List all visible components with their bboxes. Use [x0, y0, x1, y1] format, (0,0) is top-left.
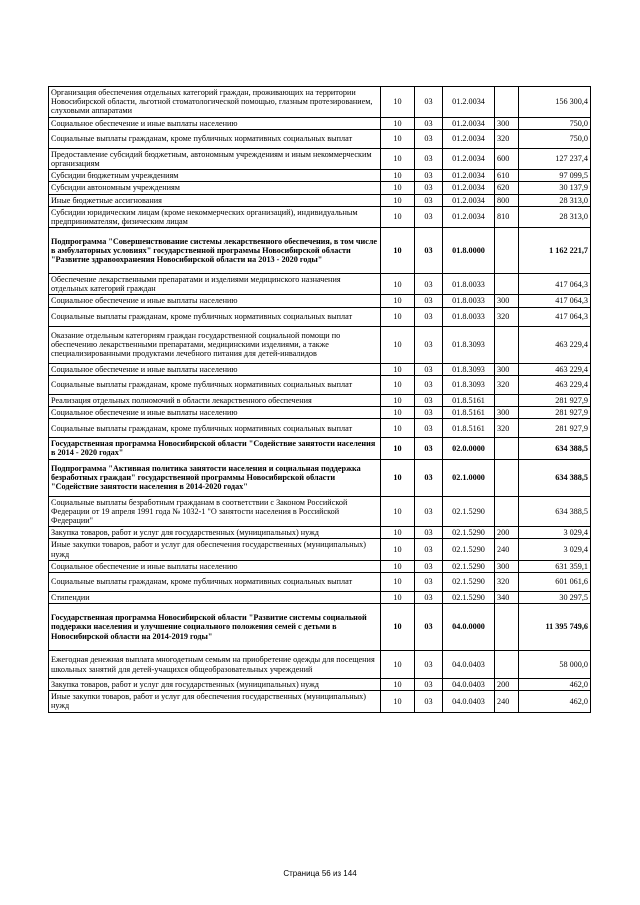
row-subsection: 03 [415, 394, 443, 406]
table-row [49, 438, 591, 459]
row-expense-type: 320 [495, 572, 519, 591]
row-amount: 58 000,0 [519, 651, 591, 679]
budget-table [48, 86, 591, 713]
row-name: Субсидии автономным учреждениям [49, 182, 381, 194]
row-name: Организация обеспечения отдельных категорий граждан, проживающих на территории Новосибирской области, льготной стоматологической помощью, глазным протезированием, слуховыми аппаратами [49, 87, 381, 118]
row-section: 10 [381, 129, 415, 148]
row-target-code: 01.8.5161 [443, 419, 495, 438]
row-name: Закупка товаров, работ и услуг для государственных (муниципальных) нужд [49, 527, 381, 539]
row-expense-type: 620 [495, 182, 519, 194]
row-subsection: 03 [415, 295, 443, 307]
row-name: Оказание отдельным категориям граждан государственной социальной помощи по обеспечению лекарственными препаратами, медицинскими изделиями, а также специализированными продуктами лечебного питания для детей-инвалидов [49, 326, 381, 363]
row-name: Предоставление субсидий бюджетным, автономным учреждениям и иным некоммерческим организациям [49, 148, 381, 169]
budget-table-body [49, 87, 591, 713]
row-section: 10 [381, 363, 415, 375]
row-subsection: 03 [415, 117, 443, 129]
row-name: Обеспечение лекарственными препаратами и изделиями медицинского назначения отдельных категорий граждан [49, 274, 381, 295]
row-subsection: 03 [415, 651, 443, 679]
row-amount: 417 064,3 [519, 307, 591, 326]
budget-table-container [48, 86, 590, 713]
row-expense-type [495, 438, 519, 459]
row-section: 10 [381, 560, 415, 572]
table-row [49, 651, 591, 679]
row-amount: 463 229,4 [519, 375, 591, 394]
row-section: 10 [381, 572, 415, 591]
table-row [49, 274, 591, 295]
row-target-code: 02.1.5290 [443, 591, 495, 603]
table-row [49, 182, 591, 194]
row-name: Социальные выплаты гражданам, кроме публичных нормативных социальных выплат [49, 307, 381, 326]
row-amount: 30 137,9 [519, 182, 591, 194]
row-target-code: 01.8.0033 [443, 295, 495, 307]
table-row [49, 419, 591, 438]
row-section: 10 [381, 539, 415, 560]
table-row [49, 527, 591, 539]
table-row [49, 591, 591, 603]
row-amount: 634 388,5 [519, 438, 591, 459]
row-expense-type: 300 [495, 117, 519, 129]
page-number: Страница 56 из 144 [283, 869, 357, 878]
row-name: Социальное обеспечение и иные выплаты населению [49, 363, 381, 375]
row-expense-type: 200 [495, 679, 519, 691]
row-section: 10 [381, 438, 415, 459]
row-amount: 11 395 749,6 [519, 604, 591, 651]
row-subsection: 03 [415, 129, 443, 148]
row-amount: 462,0 [519, 679, 591, 691]
row-subsection: 03 [415, 419, 443, 438]
row-amount: 97 099,5 [519, 170, 591, 182]
row-expense-type: 240 [495, 691, 519, 712]
table-row [49, 228, 591, 274]
row-subsection: 03 [415, 691, 443, 712]
row-expense-type: 300 [495, 295, 519, 307]
row-target-code: 04.0.0403 [443, 651, 495, 679]
row-target-code: 01.8.3093 [443, 363, 495, 375]
row-subsection: 03 [415, 228, 443, 274]
row-amount: 281 927,9 [519, 419, 591, 438]
row-subsection: 03 [415, 459, 443, 496]
row-amount: 156 300,4 [519, 87, 591, 118]
row-expense-type: 300 [495, 407, 519, 419]
row-name: Иные бюджетные ассигнования [49, 194, 381, 206]
row-target-code: 02.1.5290 [443, 572, 495, 591]
row-target-code: 04.0.0403 [443, 679, 495, 691]
row-subsection: 03 [415, 307, 443, 326]
row-target-code: 04.0.0000 [443, 604, 495, 651]
row-target-code: 02.0.0000 [443, 438, 495, 459]
row-section: 10 [381, 228, 415, 274]
row-target-code: 01.2.0034 [443, 117, 495, 129]
row-expense-type [495, 651, 519, 679]
row-amount: 30 297,5 [519, 591, 591, 603]
row-name: Социальное обеспечение и иные выплаты населению [49, 407, 381, 419]
row-amount: 750,0 [519, 129, 591, 148]
row-subsection: 03 [415, 148, 443, 169]
table-row [49, 307, 591, 326]
table-row [49, 117, 591, 129]
row-target-code: 01.2.0034 [443, 87, 495, 118]
table-row [49, 679, 591, 691]
row-section: 10 [381, 117, 415, 129]
row-amount: 634 388,5 [519, 496, 591, 527]
row-name: Иные закупки товаров, работ и услуг для обеспечения государственных (муниципальных) нужд [49, 539, 381, 560]
row-amount: 601 061,6 [519, 572, 591, 591]
row-expense-type: 240 [495, 539, 519, 560]
row-target-code: 01.8.3093 [443, 326, 495, 363]
row-expense-type: 320 [495, 129, 519, 148]
row-target-code: 02.1.5290 [443, 496, 495, 527]
row-expense-type [495, 496, 519, 527]
row-subsection: 03 [415, 604, 443, 651]
row-amount: 281 927,9 [519, 394, 591, 406]
row-section: 10 [381, 651, 415, 679]
row-name: Стипендии [49, 591, 381, 603]
row-amount: 281 927,9 [519, 407, 591, 419]
row-name: Социальные выплаты гражданам, кроме публичных нормативных социальных выплат [49, 419, 381, 438]
row-expense-type [495, 459, 519, 496]
row-target-code: 01.2.0034 [443, 129, 495, 148]
row-amount: 3 029,4 [519, 527, 591, 539]
row-subsection: 03 [415, 274, 443, 295]
row-subsection: 03 [415, 496, 443, 527]
table-row [49, 326, 591, 363]
row-expense-type: 320 [495, 375, 519, 394]
row-target-code: 01.2.0034 [443, 194, 495, 206]
row-expense-type [495, 326, 519, 363]
row-section: 10 [381, 496, 415, 527]
row-target-code: 02.1.0000 [443, 459, 495, 496]
row-target-code: 01.8.5161 [443, 407, 495, 419]
row-target-code: 01.8.0000 [443, 228, 495, 274]
row-name: Социальные выплаты гражданам, кроме публичных нормативных социальных выплат [49, 375, 381, 394]
row-name: Субсидии бюджетным учреждениям [49, 170, 381, 182]
row-name: Социальные выплаты гражданам, кроме публичных нормативных социальных выплат [49, 572, 381, 591]
row-expense-type [495, 228, 519, 274]
row-target-code: 01.2.0034 [443, 148, 495, 169]
row-subsection: 03 [415, 591, 443, 603]
row-expense-type: 300 [495, 363, 519, 375]
row-amount: 462,0 [519, 691, 591, 712]
row-section: 10 [381, 604, 415, 651]
row-subsection: 03 [415, 182, 443, 194]
row-subsection: 03 [415, 206, 443, 227]
row-section: 10 [381, 87, 415, 118]
row-name: Социальное обеспечение и иные выплаты населению [49, 295, 381, 307]
row-amount: 417 064,3 [519, 274, 591, 295]
table-row [49, 129, 591, 148]
table-row [49, 363, 591, 375]
table-row [49, 604, 591, 651]
row-name: Субсидии юридическим лицам (кроме некоммерческих организаций), индивидуальным предпринимателям, физическим лицам [49, 206, 381, 227]
row-target-code: 01.8.3093 [443, 375, 495, 394]
row-section: 10 [381, 691, 415, 712]
row-target-code: 01.2.0034 [443, 182, 495, 194]
row-subsection: 03 [415, 326, 443, 363]
table-row [49, 560, 591, 572]
row-section: 10 [381, 375, 415, 394]
row-target-code: 02.1.5290 [443, 527, 495, 539]
table-row [49, 295, 591, 307]
row-section: 10 [381, 307, 415, 326]
row-expense-type: 300 [495, 560, 519, 572]
table-row [49, 87, 591, 118]
row-target-code: 01.2.0034 [443, 206, 495, 227]
row-section: 10 [381, 206, 415, 227]
row-target-code: 01.8.0033 [443, 307, 495, 326]
row-expense-type [495, 394, 519, 406]
table-row [49, 206, 591, 227]
row-expense-type [495, 274, 519, 295]
row-target-code: 02.1.5290 [443, 539, 495, 560]
row-section: 10 [381, 459, 415, 496]
row-name: Ежегодная денежная выплата многодетным семьям на приобретение одежды для посещения школьных занятий для детей-учащихся общеобразовательных учреждений [49, 651, 381, 679]
row-section: 10 [381, 194, 415, 206]
row-subsection: 03 [415, 407, 443, 419]
row-name: Социальные выплаты безработным гражданам в соответствии с Законом Российской Федерации от 19 апреля 1991 года № 1032-1 "О занятости населения в Российской Федерации" [49, 496, 381, 527]
row-expense-type: 600 [495, 148, 519, 169]
row-subsection: 03 [415, 170, 443, 182]
row-target-code: 01.2.0034 [443, 170, 495, 182]
row-expense-type: 200 [495, 527, 519, 539]
row-expense-type: 320 [495, 419, 519, 438]
row-section: 10 [381, 170, 415, 182]
row-section: 10 [381, 527, 415, 539]
row-section: 10 [381, 182, 415, 194]
row-amount: 463 229,4 [519, 363, 591, 375]
row-subsection: 03 [415, 572, 443, 591]
row-subsection: 03 [415, 527, 443, 539]
row-section: 10 [381, 326, 415, 363]
row-amount: 28 313,0 [519, 206, 591, 227]
row-subsection: 03 [415, 679, 443, 691]
row-section: 10 [381, 591, 415, 603]
row-section: 10 [381, 679, 415, 691]
row-subsection: 03 [415, 560, 443, 572]
row-amount: 463 229,4 [519, 326, 591, 363]
row-expense-type: 320 [495, 307, 519, 326]
row-section: 10 [381, 148, 415, 169]
table-row [49, 194, 591, 206]
row-subsection: 03 [415, 375, 443, 394]
row-name: Закупка товаров, работ и услуг для государственных (муниципальных) нужд [49, 679, 381, 691]
row-section: 10 [381, 419, 415, 438]
row-expense-type: 610 [495, 170, 519, 182]
row-amount: 417 064,3 [519, 295, 591, 307]
row-name: Подпрограмма "Совершенствование системы лекарственного обеспечения, в том числе в амбулаторных условиях" государственной программы Новосибирской области "Развитие здравоохранения Новосибирской области на 2013 - 2020 годы" [49, 228, 381, 274]
row-name: Государственная программа Новосибирской области "Развитие системы социальной поддержки населения и улучшение социального положения семей с детьми в Новосибирской области на 2014-2019 годы" [49, 604, 381, 651]
table-row [49, 407, 591, 419]
row-subsection: 03 [415, 539, 443, 560]
row-amount: 634 388,5 [519, 459, 591, 496]
row-name: Иные закупки товаров, работ и услуг для обеспечения государственных (муниципальных) нужд [49, 691, 381, 712]
row-amount: 3 029,4 [519, 539, 591, 560]
row-target-code: 02.1.5290 [443, 560, 495, 572]
row-subsection: 03 [415, 438, 443, 459]
table-row [49, 459, 591, 496]
table-row [49, 375, 591, 394]
row-name: Государственная программа Новосибирской области "Содействие занятости населения в 2014 - 2020 годах" [49, 438, 381, 459]
row-expense-type: 810 [495, 206, 519, 227]
row-name: Социальное обеспечение и иные выплаты населению [49, 117, 381, 129]
table-row [49, 170, 591, 182]
row-expense-type: 340 [495, 591, 519, 603]
row-target-code: 01.8.5161 [443, 394, 495, 406]
table-row [49, 539, 591, 560]
row-name: Подпрограмма "Активная политика занятости населения и социальная поддержка безработных граждан" государственной программы Новосибирской области "Содействие занятости населения в 2014-2020 годах" [49, 459, 381, 496]
row-expense-type: 800 [495, 194, 519, 206]
row-name: Социальные выплаты гражданам, кроме публичных нормативных социальных выплат [49, 129, 381, 148]
row-target-code: 01.8.0033 [443, 274, 495, 295]
row-section: 10 [381, 407, 415, 419]
row-amount: 750,0 [519, 117, 591, 129]
row-name: Реализация отдельных полномочий в области лекарственного обеспечения [49, 394, 381, 406]
row-amount: 127 237,4 [519, 148, 591, 169]
table-row [49, 496, 591, 527]
row-section: 10 [381, 274, 415, 295]
table-row [49, 394, 591, 406]
row-subsection: 03 [415, 87, 443, 118]
row-expense-type [495, 87, 519, 118]
row-expense-type [495, 604, 519, 651]
row-subsection: 03 [415, 363, 443, 375]
row-amount: 28 313,0 [519, 194, 591, 206]
row-amount: 631 359,1 [519, 560, 591, 572]
table-row [49, 572, 591, 591]
row-section: 10 [381, 394, 415, 406]
row-target-code: 04.0.0403 [443, 691, 495, 712]
row-section: 10 [381, 295, 415, 307]
table-row [49, 148, 591, 169]
row-amount: 1 162 221,7 [519, 228, 591, 274]
row-name: Социальное обеспечение и иные выплаты населению [49, 560, 381, 572]
row-subsection: 03 [415, 194, 443, 206]
table-row [49, 691, 591, 712]
